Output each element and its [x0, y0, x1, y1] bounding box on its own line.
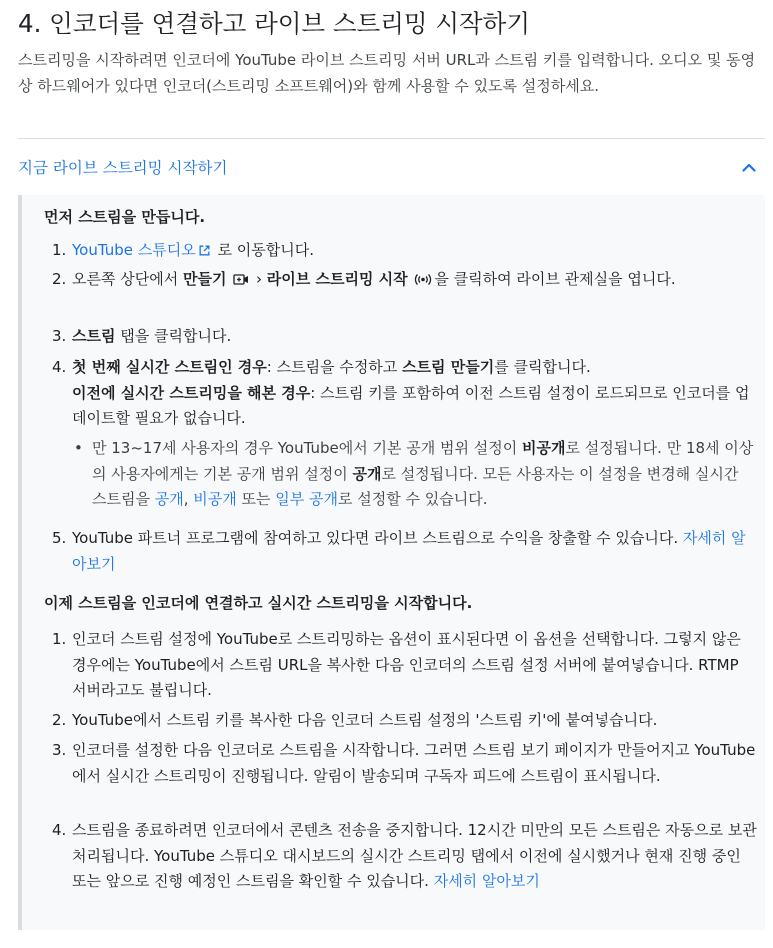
- list-item: 1. YouTube 스튜디오 로 이동합니다.: [54, 238, 757, 266]
- list-item: 2. YouTube에서 스트림 키를 복사한 다음 인코더 스트림 설정의 '스트림 키'에 붙여넣습니다.: [52, 711, 658, 729]
- live-broadcast-icon: [414, 269, 432, 295]
- list-number: 1.: [52, 241, 67, 259]
- external-link-icon: [198, 240, 211, 266]
- unlisted-link[interactable]: 일부 공개: [275, 490, 339, 508]
- section-title: 4. 인코더를 연결하고 라이브 스트리밍 시작하기: [18, 9, 530, 38]
- section-intro: 스트리밍을 시작하려면 인코더에 YouTube 라이브 스트리밍 서버 URL과 스트림 키를 입력합니다. 오디오 및 동영상 하드웨어가 있다면 인코더(스트리밍 소프트웨어)와 함께 사용할 수 있도록 설정하세요.: [18, 51, 756, 95]
- expander-header[interactable]: [18, 150, 765, 184]
- create-label: 만들기: [182, 270, 227, 288]
- list-item: 5. YouTube 파트너 프로그램에 참여하고 있다면 라이브 스트림으로 수익을 창출할 수 있습니다. 자세히 알아보기: [52, 529, 746, 573]
- learn-more-link[interactable]: 자세히 알아보기: [72, 529, 746, 573]
- list-item: 1. 인코더 스트림 설정에 YouTube로 스트리밍하는 옵션이 표시된다면 이 옵션을 선택합니다. 그렇지 않은 경우에는 YouTube에서 스트림 URL을 복사한 다음 인코더의 스트림 설정 서버에 붙여넣습니다. RTMP 서버라고도 불립니다.: [52, 630, 741, 699]
- go-live-label: 라이브 스트리밍 시작: [266, 270, 408, 288]
- chevron-up-icon[interactable]: [739, 157, 759, 177]
- expander-title[interactable]: 지금 라이브 스트리밍 시작하기: [18, 159, 228, 177]
- list-item: 3. 인코더를 설정한 다음 인코더로 스트림을 시작합니다. 그러면 스트림 보기 페이지가 만들어지고 YouTube에서 실시간 스트리밍이 진행됩니다. 알림이 발송되며 구독자 피드에 스트림이 표시됩니다.: [52, 741, 756, 785]
- learn-more-link[interactable]: 자세히 알아보기: [433, 872, 540, 890]
- list-item: 2. 오른쪽 상단에서 만들기 › 라이브 스트리밍 시작 을 클릭하여 라이브 관제실을 엽니다.: [54, 267, 757, 295]
- list-item: 4. 스트림을 종료하려면 인코더에서 콘텐츠 전송을 중지합니다. 12시간 미만의 모든 스트림은 자동으로 보관처리됩니다. YouTube 스튜디오 대시보드의 실시간 스트리밍 탭에서 이전에 실시했거나 현재 진행 중인 또는 앞으로 진행 예정인 스트림을 확인할 수 있습니다. 자세히 알아보기: [52, 821, 757, 890]
- public-link[interactable]: 공개: [154, 490, 184, 508]
- create-video-icon: [233, 269, 249, 295]
- bullet: •: [74, 439, 83, 457]
- part2-heading: 이제 스트림을 인코더에 연결하고 실시간 스트리밍을 시작합니다.: [44, 594, 473, 612]
- list-item: 4. 첫 번째 실시간 스트림인 경우: 스트림을 수정하고 스트림 만들기를 클릭합니다. 이전에 실시간 스트리밍을 해본 경우: 스트림 키를 포함하여 이전 스트림 설정이 로드되므로 인코더를 업데이트할 필요가 없습니다.: [52, 358, 750, 427]
- list-item: • 만 13~17세 사용자의 경우 YouTube에서 기본 공개 범위 설정이 비공개로 설정됩니다. 만 18세 이상의 사용자에게는 기본 공개 범위 설정이 공개로 설정됩니다. 모든 사용자는 이 설정을 변경해 실시간 스트림을 공개, 비공개 또는 일부 공개로 설정할 수 있습니다.: [74, 436, 757, 513]
- divider: [18, 138, 765, 139]
- part1-heading: 먼저 스트림을 만듭니다.: [44, 208, 206, 226]
- list-item: 3. 스트림 탭을 클릭합니다.: [52, 327, 232, 345]
- expander-panel: [18, 195, 765, 930]
- youtube-studio-link[interactable]: YouTube 스튜디오: [72, 241, 196, 259]
- private-link[interactable]: 비공개: [193, 490, 237, 508]
